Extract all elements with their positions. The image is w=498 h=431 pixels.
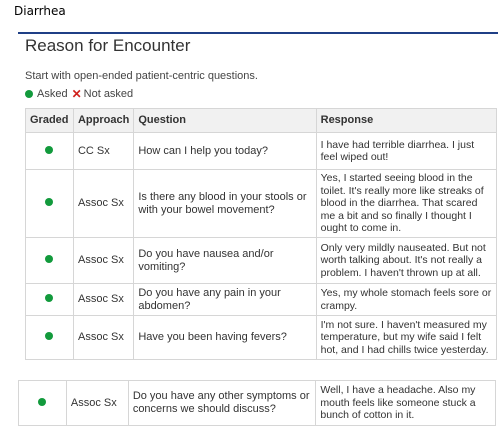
legend-not-asked-label: Not asked [83, 88, 134, 100]
asked-dot-icon [45, 294, 53, 302]
header-response: Response [316, 109, 496, 133]
table-row [26, 284, 497, 316]
graded-cell [26, 284, 74, 316]
question-cell: Do you have any other symptoms or concerns we should discuss? [128, 381, 316, 426]
table-header-row [26, 109, 497, 133]
response-cell: Yes, my whole stomach feels sore or crampy. [316, 284, 496, 316]
response-cell: Yes, I started seeing blood in the toilet. It's really more like streaks of blood in the diarrhea. That scared me a bit and so finally I thought I ought to come in. [316, 170, 496, 238]
approach-cell: Assoc Sx [73, 284, 133, 316]
table-row [26, 133, 497, 170]
approach-cell: CC Sx [73, 133, 133, 170]
header-question: Question [134, 109, 316, 133]
intro-text: Start with open-ended patient-centric questions. [25, 70, 258, 82]
table-row [19, 381, 496, 426]
response-cell: I have had terrible diarrhea. I just feel wiped out! [316, 133, 496, 170]
legend-asked-label: Asked [37, 88, 68, 100]
approach-cell: Assoc Sx [73, 238, 133, 284]
page-title: Diarrhea [14, 4, 66, 18]
question-cell: Have you been having fevers? [134, 316, 316, 360]
table-row [26, 238, 497, 284]
asked-dot-icon [45, 146, 53, 154]
question-cell: Do you have any pain in your abdomen? [134, 284, 316, 316]
graded-cell [26, 316, 74, 360]
header-approach: Approach [73, 109, 133, 133]
asked-dot-icon [45, 332, 53, 340]
graded-cell [19, 381, 67, 426]
section-title: Reason for Encounter [25, 36, 191, 55]
asked-dot-icon [38, 398, 46, 406]
question-cell: Is there any blood in your stools or with your bowel movement? [134, 170, 316, 238]
asked-dot-icon [45, 255, 53, 263]
legend [25, 88, 133, 100]
encounter-table [25, 108, 497, 360]
asked-dot-icon [45, 198, 53, 206]
approach-cell: Assoc Sx [66, 381, 128, 426]
approach-cell: Assoc Sx [73, 170, 133, 238]
section-divider [18, 32, 498, 34]
asked-dot-icon [25, 90, 33, 98]
table-row [26, 316, 497, 360]
graded-cell [26, 238, 74, 284]
response-cell: Only very mildly nauseated. But not worth talking about. It's not really a problem. I haven't thrown up at all. [316, 238, 496, 284]
header-graded: Graded [26, 109, 74, 133]
response-cell: Well, I have a headache. Also my mouth feels like someone stuck a bunch of cotton in it. [316, 381, 496, 426]
graded-cell [26, 170, 74, 238]
approach-cell: Assoc Sx [73, 316, 133, 360]
response-cell [316, 316, 496, 360]
question-cell: Do you have nausea and/or vomiting? [134, 238, 316, 284]
question-cell: How can I help you today? [134, 133, 316, 170]
response-text-clipped: I'm not sure. I haven't measured my temperature, but my wife said I felt hot, and I had chills twice yesterday. [320, 318, 489, 356]
encounter-table-continued [18, 380, 496, 426]
graded-cell [26, 133, 74, 170]
not-asked-x-icon: ✕ [71, 87, 82, 101]
table-row [26, 170, 497, 238]
